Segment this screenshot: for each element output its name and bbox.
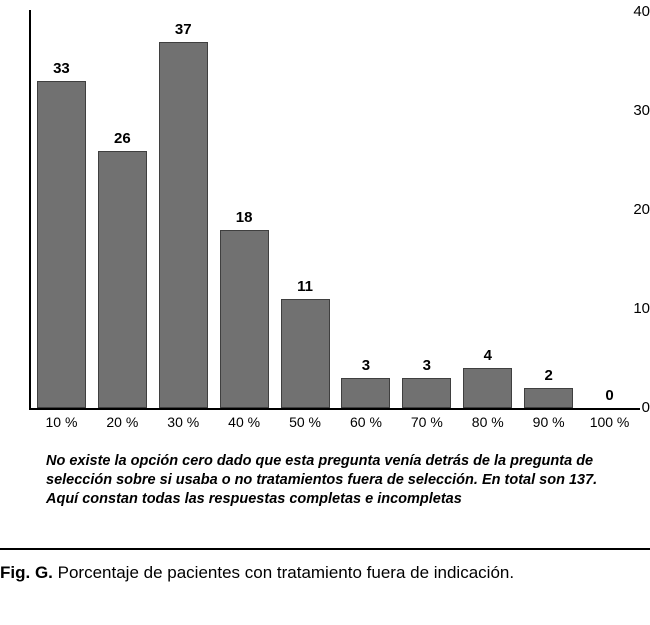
bar-value-label: 11: [297, 278, 313, 296]
bar-value-label: 0: [605, 387, 614, 404]
bar-group: [153, 12, 214, 408]
y-tick-label: 40: [633, 3, 650, 20]
bar-value-label: 33: [53, 60, 70, 78]
bar-group: [457, 12, 518, 408]
caption-divider: [0, 548, 650, 550]
bar: [281, 299, 330, 408]
bar-value-label: 18: [235, 208, 253, 226]
bar: [524, 388, 573, 408]
y-tick-label: 20: [633, 201, 650, 218]
y-tick-label: 0: [641, 399, 650, 416]
bar-group: [396, 12, 457, 408]
bar-value-label: 26: [113, 129, 131, 147]
bar-group: [579, 12, 640, 408]
x-tick-label: 20 %: [106, 414, 139, 430]
plot-area: [31, 12, 640, 408]
bar-value-label: 2: [544, 367, 553, 385]
bar: [341, 378, 390, 408]
bar-value-label: 3: [422, 357, 431, 375]
x-tick-label: 60 %: [349, 414, 382, 430]
bar-value-label: 4: [483, 347, 492, 365]
bar-group: [214, 12, 275, 408]
bar-group: [92, 12, 153, 408]
figure-caption: [0, 560, 648, 585]
x-axis-line: [29, 408, 640, 410]
bar: [98, 151, 147, 408]
x-tick-label: 50 %: [289, 414, 321, 430]
bar: [220, 230, 269, 408]
bar-group: [336, 12, 397, 408]
bar: [159, 42, 208, 408]
bar: [463, 368, 512, 408]
x-tick-label: 100 %: [589, 414, 630, 430]
x-tick-label: 30 %: [167, 414, 200, 430]
figure-label: Fig. G.: [0, 563, 53, 582]
x-tick-label: 90 %: [532, 414, 565, 430]
x-tick-label: 80 %: [471, 414, 504, 430]
figure-caption-text: Porcentaje de pacientes con tratamiento fuera de indicación.: [57, 563, 515, 582]
y-tick-label: 30: [633, 102, 650, 119]
x-tick-label: 40 %: [228, 414, 261, 430]
bar-group: [518, 12, 579, 408]
bar-group: [31, 12, 92, 408]
x-tick-label: 70 %: [410, 414, 443, 430]
bar-value-label: 3: [361, 357, 371, 375]
bar: [402, 378, 451, 408]
chart-note: No existe la opción cero dado que esta pregunta venía detrás de la pregunta de selección sobre si usaba o no tratamientos fuera de selección. En total son 137. Aquí constan todas las respuestas completas e incompletas: [46, 453, 598, 507]
bar: [37, 81, 86, 408]
y-tick-label: 10: [633, 300, 650, 317]
bar-group: [275, 12, 336, 408]
bar-value-label: 37: [174, 20, 192, 38]
x-tick-label: 10 %: [45, 414, 78, 430]
